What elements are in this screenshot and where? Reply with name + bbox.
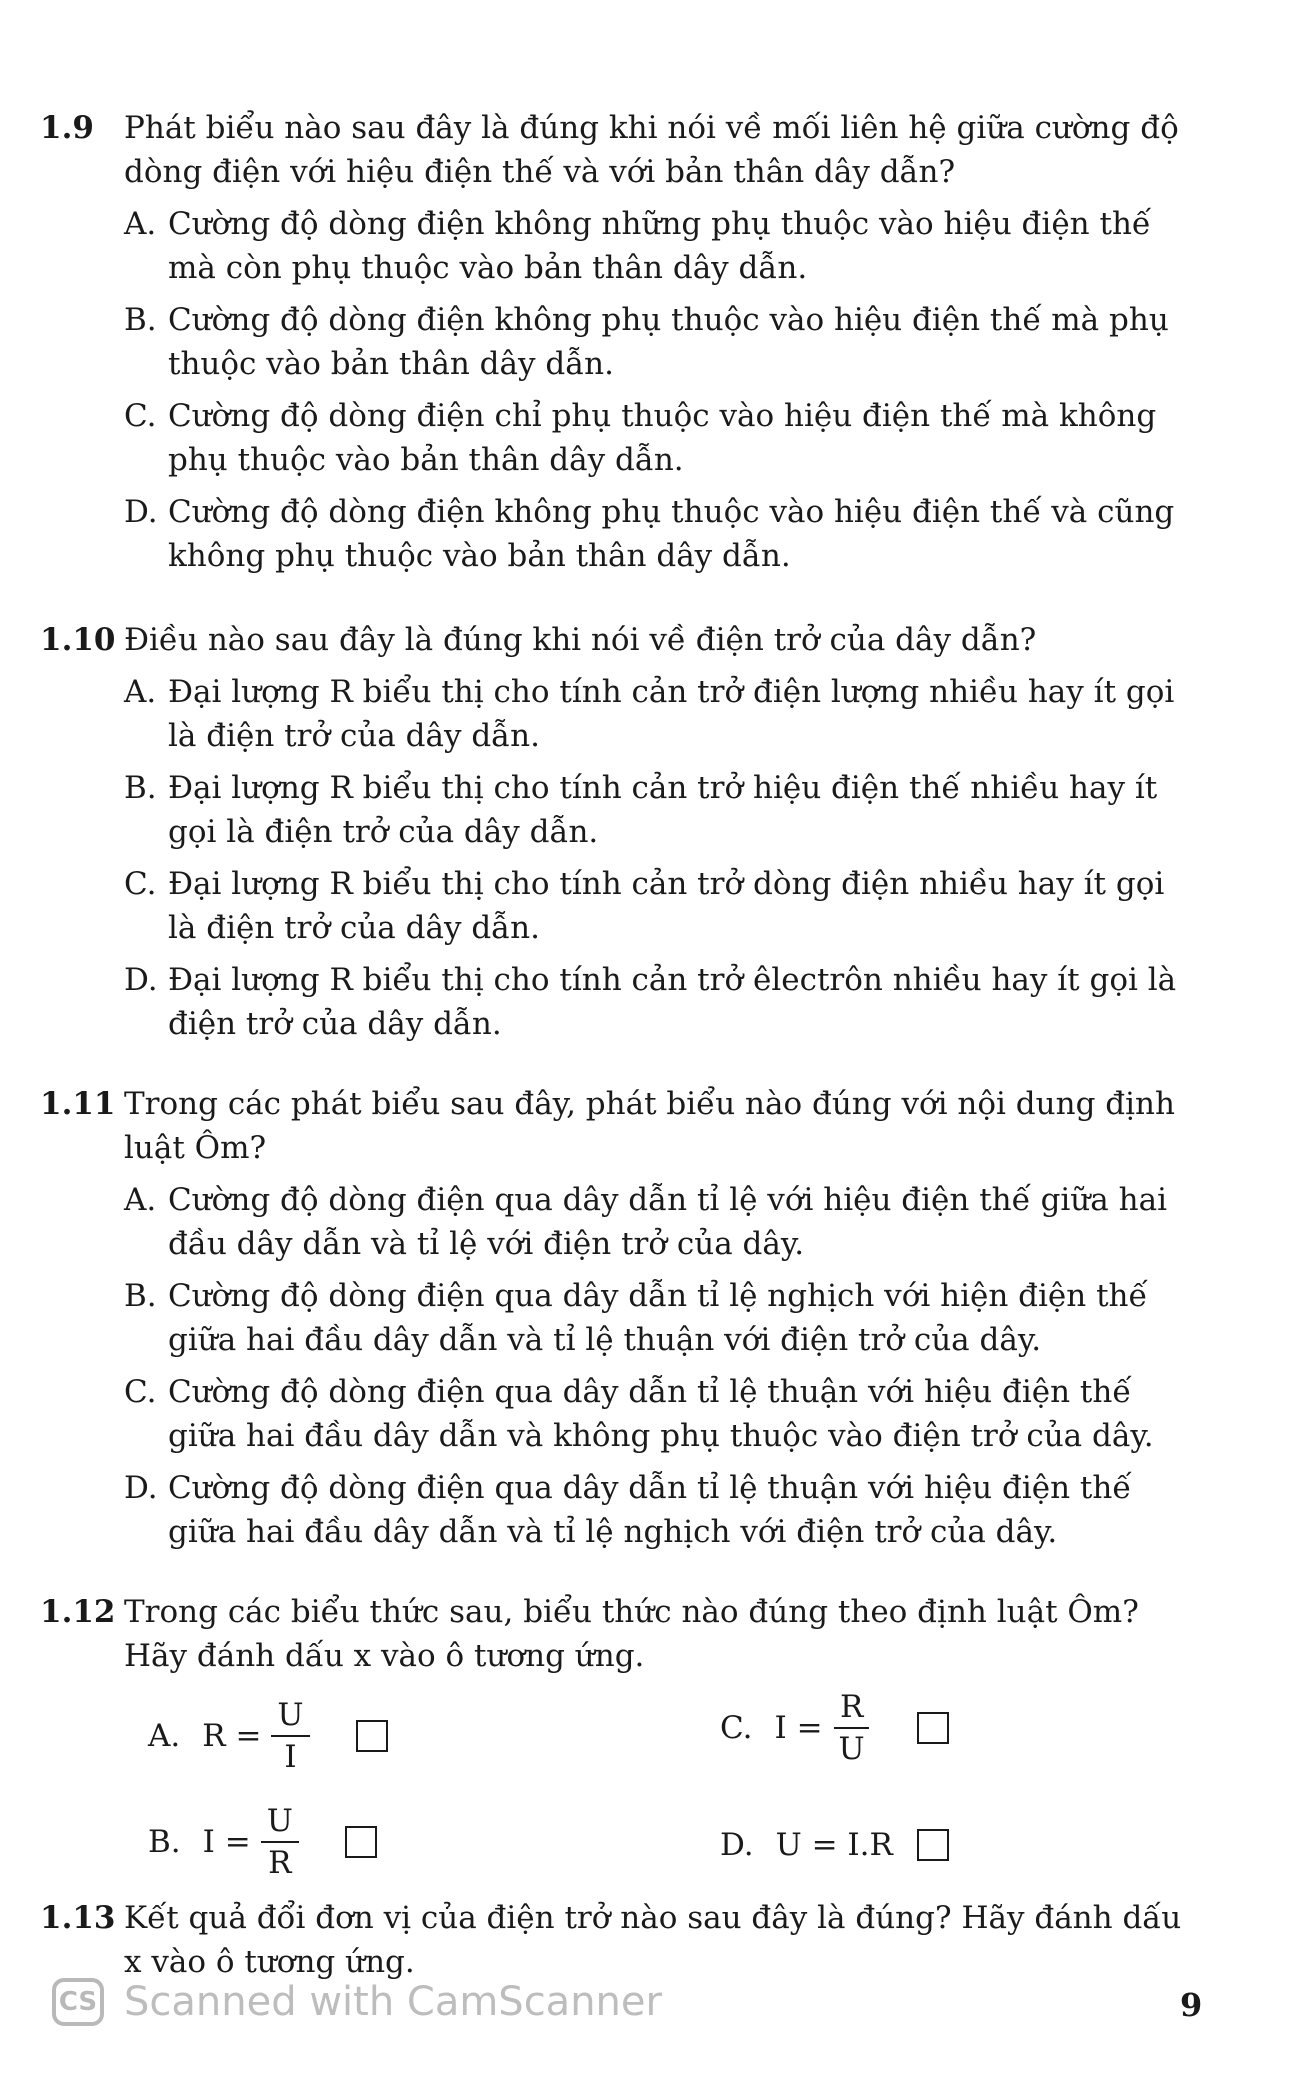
option-text: Cường độ dòng điện không phụ thuộc vào hiệu điện thế và cũng không phụ thuộc vào bản thân dây dẫn. [168,494,1175,574]
fraction [271,1695,309,1777]
option-text: Cường độ dòng điện không phụ thuộc vào hiệu điện thế mà phụ thuộc vào bản thân dây dẫn. [168,302,1169,382]
formula-label: D. [720,1827,754,1863]
option-d [124,958,1200,1046]
option-a [124,670,1200,758]
option-text: Cường độ dòng điện qua dây dẫn tỉ lệ thuận với hiệu điện thế giữa hai đầu dây dẫn và tỉ lệ nghịch với điện trở của dây. [168,1470,1132,1550]
question-number: 1.13 [40,1900,116,1936]
question-number: 1.10 [40,622,116,658]
option-text: Đại lượng R biểu thị cho tính cản trở điện lượng nhiều hay ít gọi là điện trở của dây dẫn. [168,674,1175,754]
formula-lhs: I = [774,1710,823,1746]
question-text: Trong các phát biểu sau đây, phát biểu nào đúng với nội dung định luật Ôm? [124,1086,1175,1166]
question-number: 1.12 [40,1594,116,1630]
option-b [124,766,1200,854]
option-text: Cường độ dòng điện qua dây dẫn tỉ lệ nghịch với hiện điện thế giữa hai đầu dây dẫn và tỉ lệ thuận với điện trở của dây. [168,1278,1148,1358]
option-label: C. [124,398,157,434]
fraction-denominator: R [268,1845,292,1881]
formula-lhs: R = [202,1718,262,1754]
question-number: 1.11 [40,1086,116,1122]
option-text: Cường độ dòng điện không những phụ thuộc vào hiệu điện thế mà còn phụ thuộc vào bản thân dây dẫn. [168,206,1151,286]
option-c [124,394,1200,482]
option-label: A. [124,1182,157,1218]
question-text: Trong các biểu thức sau, biểu thức nào đúng theo định luật Ôm? Hãy đánh dấu x vào ô tương ứng. [124,1594,1139,1674]
option-b [124,1274,1200,1362]
answer-checkbox[interactable] [917,1829,949,1861]
formula-label: B. [148,1824,181,1860]
option-text: Cường độ dòng điện qua dây dẫn tỉ lệ thuận với hiệu điện thế giữa hai đầu dây dẫn và không phụ thuộc vào điện trở của dây. [168,1374,1154,1454]
option-label: D. [124,962,158,998]
option-c [124,1370,1200,1458]
question-1-9 [40,106,1200,578]
option-text: Cường độ dòng điện chỉ phụ thuộc vào hiệu điện thế mà không phụ thuộc vào bản thân dây dẫn. [168,398,1157,478]
option-label: A. [124,674,157,710]
formula-lhs: I = [202,1824,251,1860]
fraction-numerator: U [271,1695,309,1737]
option-text: Đại lượng R biểu thị cho tính cản trở dòng điện nhiều hay ít gọi là điện trở của dây dẫn. [168,866,1165,946]
fraction-denominator: I [284,1739,297,1775]
question-text: Phát biểu nào sau đây là đúng khi nói về mối liên hệ giữa cường độ dòng điện với hiệu điện thế và với bản thân dây dẫn? [124,110,1179,190]
option-label: B. [124,1278,157,1314]
answer-checkbox[interactable] [917,1712,949,1744]
scanner-text: Scanned with CamScanner [124,1979,662,2025]
option-label: A. [124,206,157,242]
fraction [833,1687,871,1769]
option-text: Đại lượng R biểu thị cho tính cản trở hiệu điện thế nhiều hay ít gọi là điện trở của dây dẫn. [168,770,1158,850]
option-a [124,202,1200,290]
option-text: Cường độ dòng điện qua dây dẫn tỉ lệ với hiệu điện thế giữa hai đầu dây dẫn và tỉ lệ với điện trở của dây. [168,1182,1167,1262]
formula-label: A. [148,1718,181,1754]
option-a [124,1178,1200,1266]
formula-label: C. [720,1710,753,1746]
formula-c [720,1687,949,1769]
option-d [124,1466,1200,1554]
fraction-numerator: R [834,1687,869,1729]
option-text: Đại lượng R biểu thị cho tính cản trở êlectrôn nhiều hay ít gọi là điện trở của dây dẫn. [168,962,1177,1042]
question-number: 1.9 [40,110,94,146]
formula-a [148,1695,388,1777]
fraction-numerator: U [261,1801,299,1843]
question-1-10 [40,618,1200,1046]
option-b [124,298,1200,386]
answer-checkbox[interactable] [356,1720,388,1752]
formula-expression: U = I.R [775,1827,893,1863]
option-d [124,490,1200,578]
question-1-12 [40,1590,1200,1678]
camscanner-logo-icon: CS [52,1978,104,2026]
question-1-11 [40,1082,1200,1554]
formula-d [720,1827,949,1863]
fraction-denominator: U [838,1731,865,1767]
option-c [124,862,1200,950]
question-text: Kết quả đổi đơn vị của điện trở nào sau đây là đúng? Hãy đánh dấu x vào ô tương ứng. [124,1900,1182,1980]
option-label: D. [124,494,158,530]
fraction [261,1801,299,1883]
option-label: B. [124,302,157,338]
question-1-13 [40,1896,1200,1984]
answer-checkbox[interactable] [345,1826,377,1858]
option-label: C. [124,1374,157,1410]
formula-b [148,1801,377,1883]
scanner-watermark [52,1978,662,2026]
option-label: C. [124,866,157,902]
option-label: D. [124,1470,158,1506]
page-number: 9 [1180,1986,1203,2024]
option-label: B. [124,770,157,806]
formula-options [140,1689,1040,1895]
question-text: Điều nào sau đây là đúng khi nói về điện trở của dây dẫn? [124,622,1037,658]
